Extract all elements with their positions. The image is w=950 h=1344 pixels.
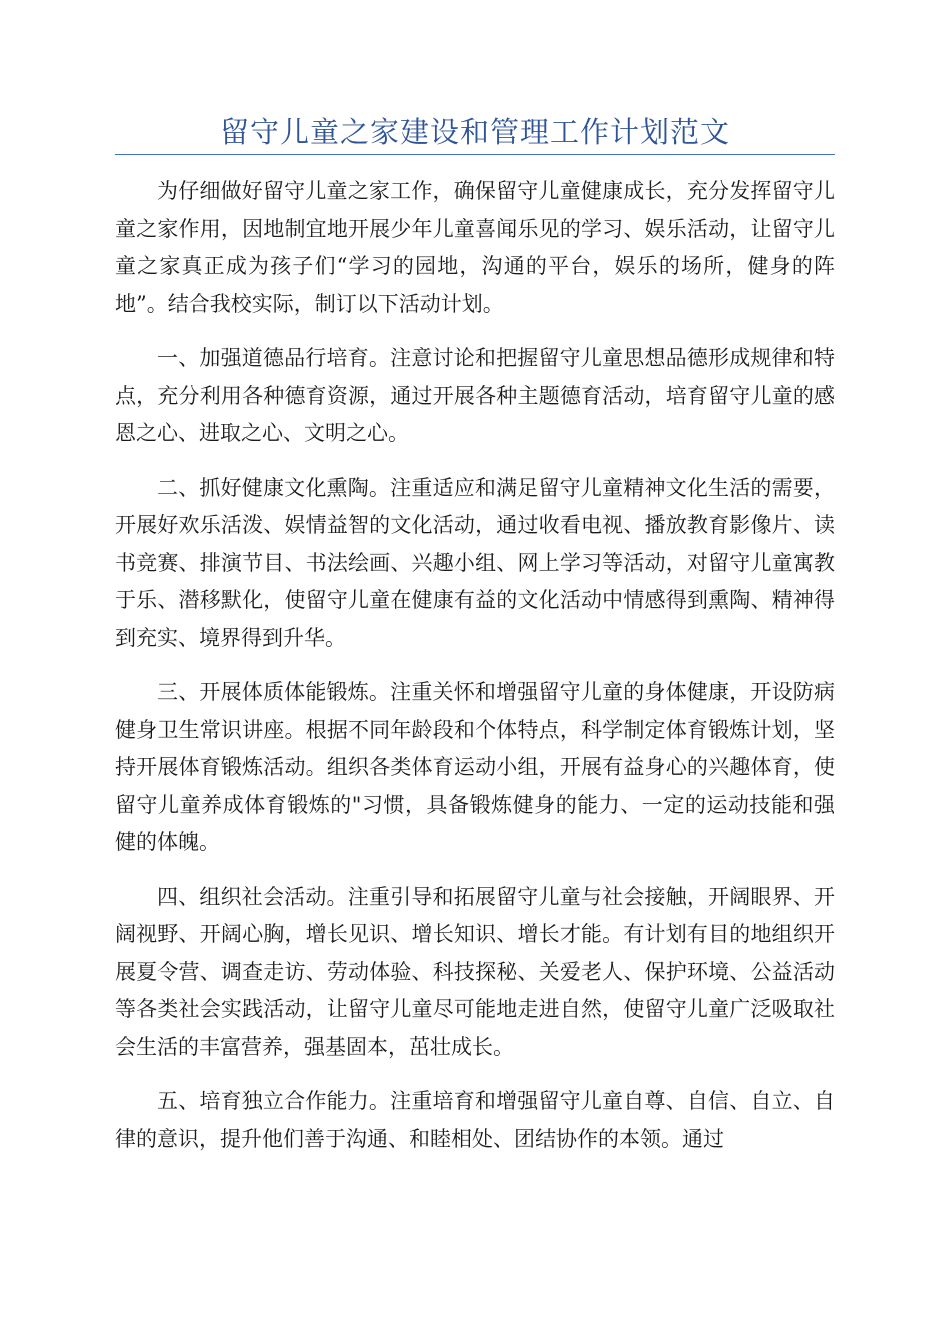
document-body (115, 173, 835, 1175)
paragraph-independence: 五、培育独立合作能力。注重培育和增强留守儿童自尊、自信、自立、自律的意识，提升他们善于沟通、和睦相处、团结协作的本领。通过 (115, 1089, 835, 1151)
paragraph-intro: 为仔细做好留守儿童之家工作，确保留守儿童健康成长，充分发挥留守儿童之家作用，因地制宜地开展少年儿童喜闻乐见的学习、娱乐活动，让留守儿童之家真正成为孩子们“学习的园地，沟通的平台，娱乐的场所，健身的阵地”。结合我校实际，制订以下活动计划。 (115, 179, 835, 316)
title-underline (115, 154, 835, 155)
paragraph-social-activities: 四、组织社会活动。注重引导和拓展留守儿童与社会接触，开阔眼界、开阔视野、开阔心胸，增长见识、增长知识、增长才能。有计划有目的地组织开展夏令营、调查走访、劳动体验、科技探秘、关爱老人、保护环境、公益活动等各类社会实践活动，让留守儿童尽可能地走进自然，使留守儿童广泛吸取社会生活的丰富营养，强基固本，茁壮成长。 (115, 884, 835, 1059)
paragraph-culture: 二、抓好健康文化熏陶。注重适应和满足留守儿童精神文化生活的需要，开展好欢乐活泼、娱情益智的文化活动，通过收看电视、播放教育影像片、读书竞赛、排演节目、书法绘画、兴趣小组、网上学习等活动，对留守儿童寓教于乐、潜移默化，使留守儿童在健康有益的文化活动中情感得到熏陶、精神得到充实、境界得到升华。 (115, 475, 835, 650)
document-title: 留守儿童之家建设和管理工作计划范文 (219, 115, 730, 149)
paragraph-moral-education: 一、加强道德品行培育。注意讨论和把握留守儿童思想品德形成规律和特点，充分利用各种德育资源，通过开展各种主题德育活动，培育留守儿童的感恩之心、进取之心、文明之心。 (115, 346, 835, 445)
paragraph-physical-training: 三、开展体质体能锻炼。注重关怀和增强留守儿童的身体健康，开设防病健身卫生常识讲座。根据不同年龄段和个体特点，科学制定体育锻炼计划，坚持开展体育锻炼活动。组织各类体育运动小组，开展有益身心的兴趣体育，使留守儿童养成体育锻炼的"习惯，具备锻炼健身的能力、一定的运动技能和强健的体魄。 (115, 680, 835, 854)
